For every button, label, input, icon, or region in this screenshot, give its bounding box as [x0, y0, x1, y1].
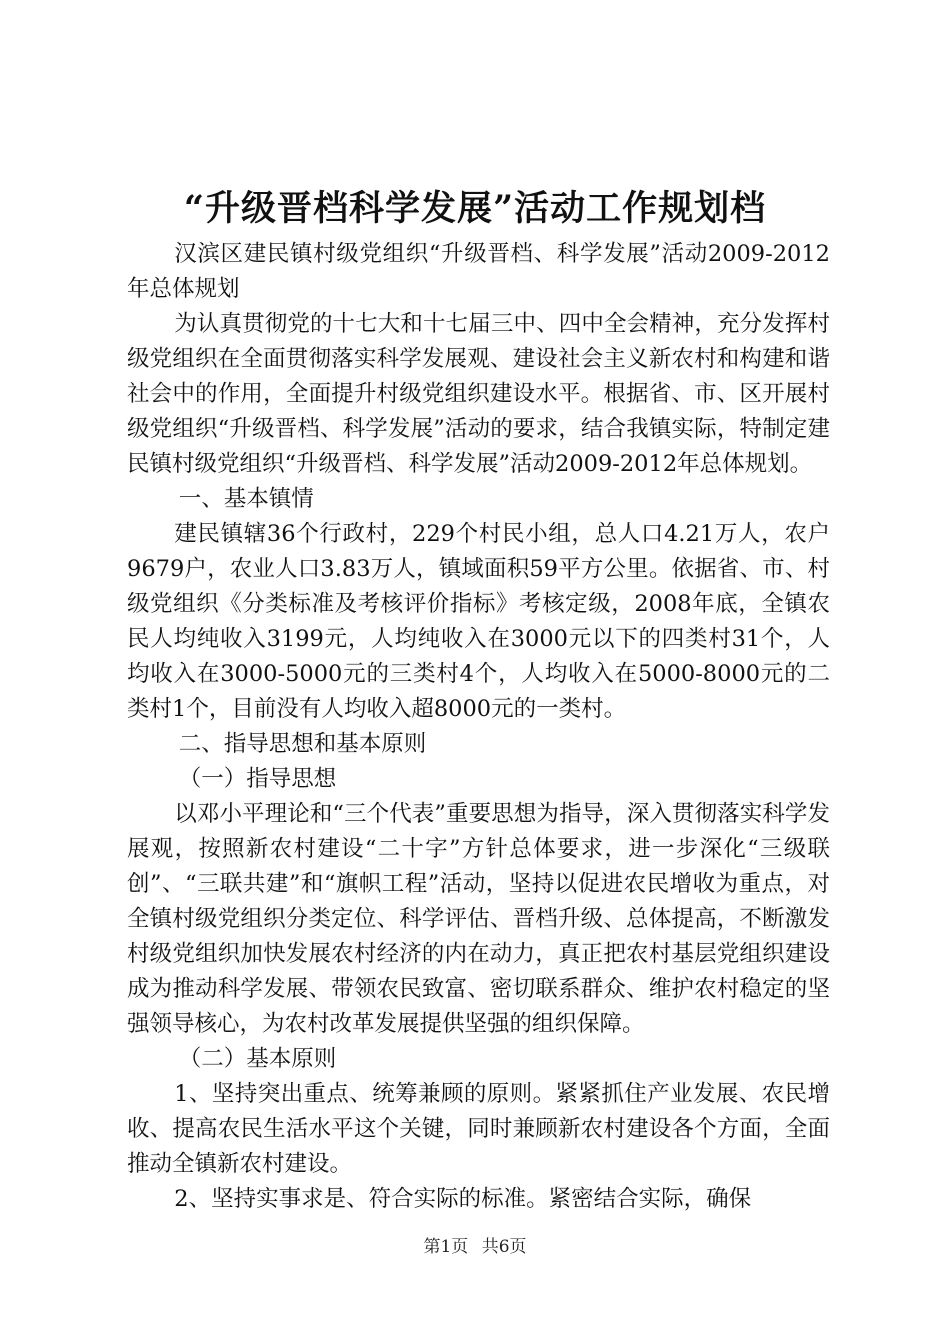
page-total: 共6页: [481, 1237, 527, 1257]
section-heading-2: 二、指导思想和基本原则: [178, 731, 427, 757]
paragraph-principle-1: 1、坚持突出重点、统筹兼顾的原则。紧紧抓住产业发展、农民增收、提高农民生活水平这个关键，同时兼顾新农村建设各个方面，全面推动全镇新农村建设。: [127, 1081, 830, 1177]
paragraph-guiding-ideology: 以邓小平理论和“三个代表”重要思想为指导，深入贯彻落实科学发展观，按照新农村建设“二十字”方针总体要求，进一步深化“三级联创”、“三联共建”和“旗帜工程”活动，坚持以促进农民增收为重点，对全镇村级党组织分类定位、科学评估、晋档升级、总体提高，不断激发村级党组织加快发展农村经济的内在动力，真正把农村基层党组织建设成为推动科学发展、带领农民致富、密切联系群众、维护农村稳定的坚强领导核心，为农村改革发展提供坚强的组织保障。: [127, 801, 830, 1037]
document-body: [127, 237, 830, 1217]
paragraph-town-overview: 建民镇辖36个行政村，229个村民小组，总人口4.21万人，农户9679户，农业人口3.83万人，镇域面积59平方公里。依据省、市、村级党组织《分类标准及考核评价指标》考核定级，2008年底，全镇农民人均纯收入3199元，人均纯收入在3000元以下的四类村31个，人均收入在3000-5000元的三类村4个，人均收入在5000-8000元的二类村1个，目前没有人均收入超8000元的一类村。: [127, 521, 830, 722]
section-heading-1: 一、基本镇情: [178, 486, 314, 512]
subsection-heading-1: （一）指导思想: [178, 766, 337, 792]
page-footer: [0, 1235, 950, 1259]
paragraph-intro: 为认真贯彻党的十七大和十七届三中、四中全会精神，充分发挥村级党组织在全面贯彻落实科学发展观、建设社会主义新农村和构建和谐社会中的作用，全面提升村级党组织建设水平。根据省、市、区开展村级党组织“升级晋档、科学发展”活动的要求，结合我镇实际，特制定建民镇村级党组织“升级晋档、科学发展”活动2009-2012年总体规划。: [127, 311, 830, 477]
document-title: “升级晋档科学发展”活动工作规划档: [183, 188, 767, 229]
subsection-heading-2: （二）基本原则: [178, 1046, 337, 1072]
page-number: 第1页: [423, 1237, 469, 1257]
paragraph-principle-2: 2、坚持实事求是、符合实际的标准。紧密结合实际，确保: [174, 1186, 752, 1212]
paragraph-subtitle: 汉滨区建民镇村级党组织“升级晋档、科学发展”活动2009-2012年总体规划: [127, 241, 830, 302]
